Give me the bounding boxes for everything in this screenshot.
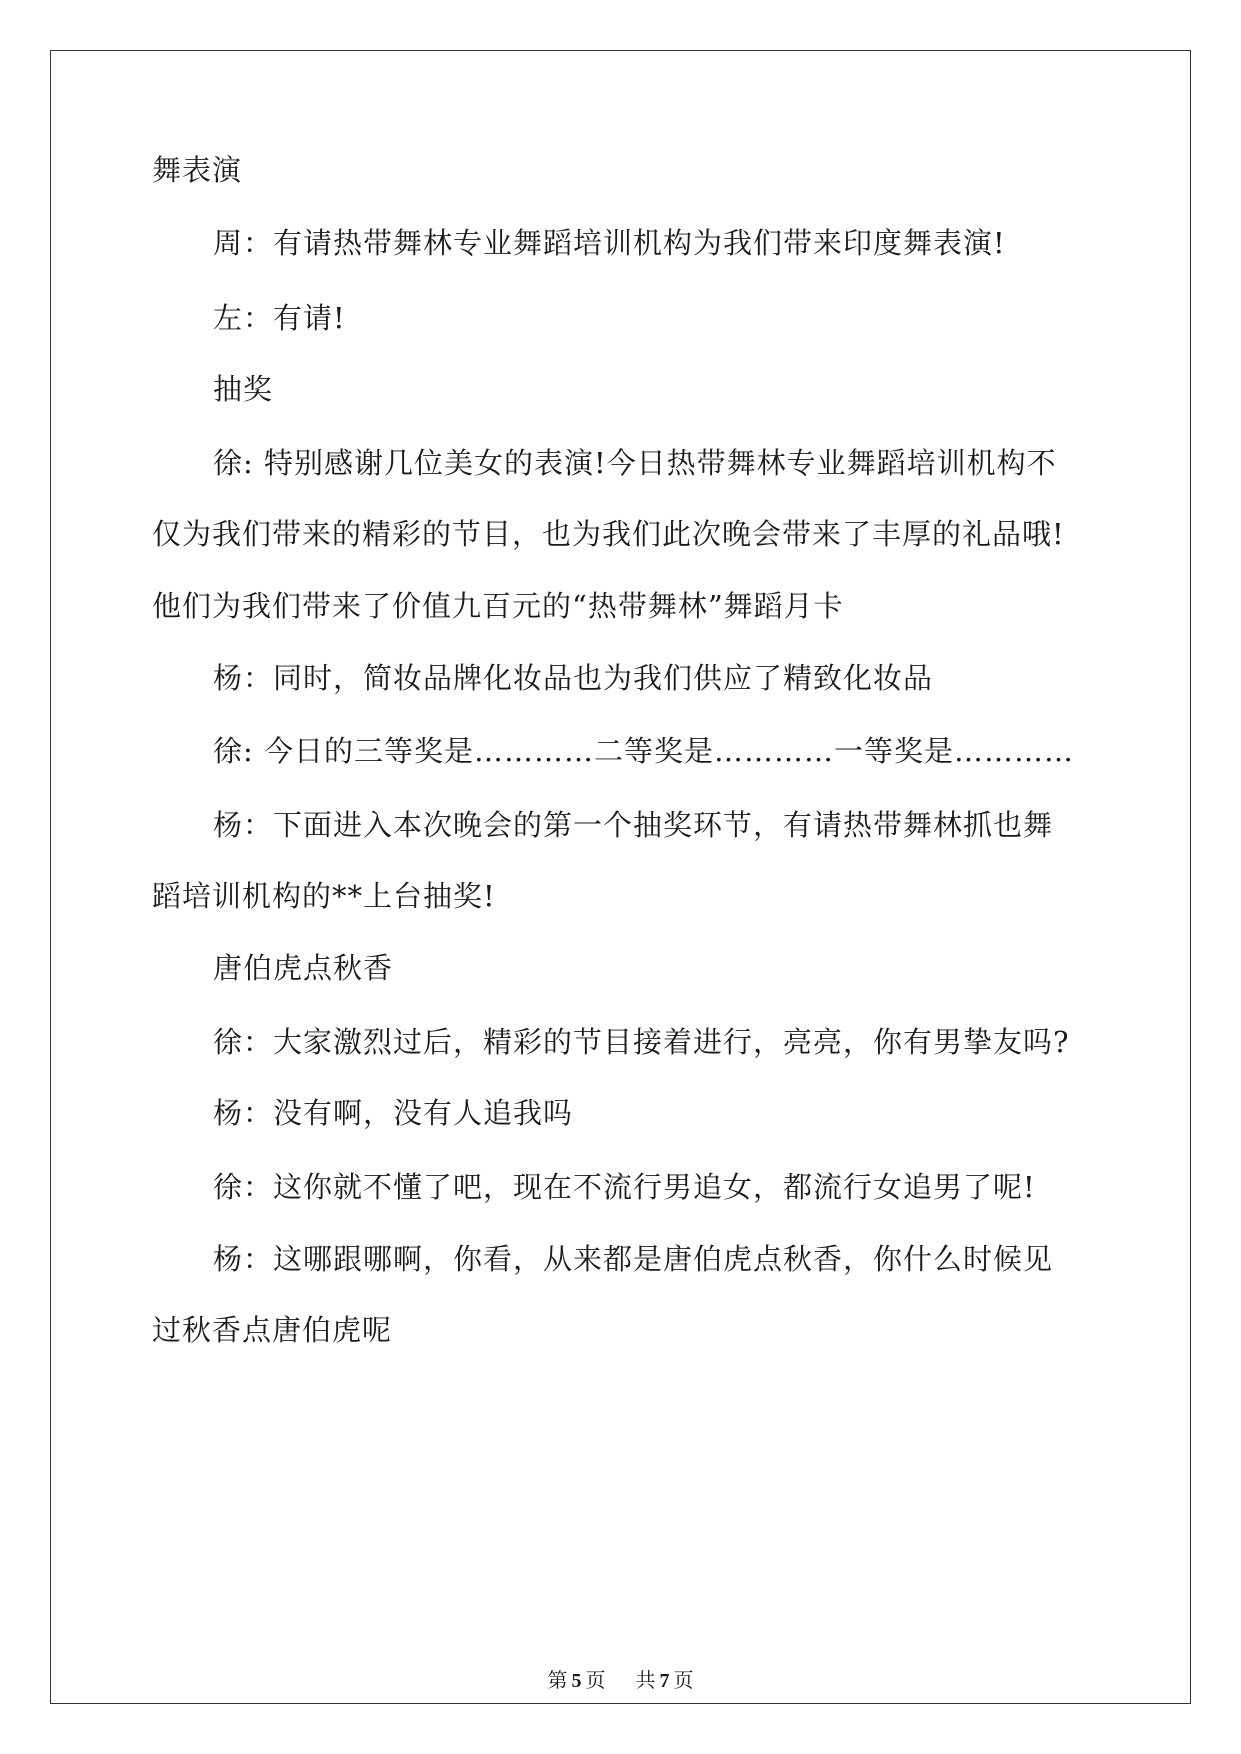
page-prefix: 第 — [547, 1668, 568, 1692]
text-line: 徐：这你就不懂了吧，现在不流行男追女，都流行女追男了呢! — [213, 1170, 1036, 1204]
text-line: 杨：同时，简妆品牌化妆品也为我们供应了精致化妆品 — [213, 661, 934, 695]
text-line: 仅为我们带来的精彩的节目，也为我们此次晚会带来了丰厚的礼品哦! — [152, 517, 1065, 551]
text-line: 舞表演 — [152, 153, 243, 187]
text-line: 过秋香点唐伯虎呢 — [152, 1313, 393, 1347]
text-line: 蹈培训机构的**上台抽奖! — [152, 879, 496, 913]
text-line: 左：有请! — [213, 301, 346, 335]
text-line: 徐：大家激烈过后，精彩的节目接着进行，亮亮，你有男挚友吗? — [213, 1025, 1070, 1059]
page-suffix: 页 — [585, 1668, 606, 1692]
text-line: 杨：这哪跟哪啊，你看，从来都是唐伯虎点秋香，你什么时候见 — [213, 1242, 1054, 1276]
total-prefix: 共 — [635, 1668, 656, 1692]
text-line: 徐: 特别感谢几位美女的表演!今日热带舞林专业舞蹈培训机构不 — [213, 446, 1057, 480]
page-number: 5 — [571, 1670, 582, 1692]
text-line: 他们为我们带来了价值九百元的“热带舞林”舞蹈月卡 — [152, 589, 844, 623]
text-line: 周：有请热带舞林专业舞蹈培训机构为我们带来印度舞表演! — [213, 226, 1006, 260]
text-line: 徐: 今日的三等奖是…………二等奖是…………一等奖是………… — [213, 734, 1074, 768]
text-line: 杨：没有啊，没有人追我吗 — [213, 1096, 574, 1130]
section-heading: 唐伯虎点秋香 — [213, 951, 394, 985]
text-line: 杨：下面进入本次晚会的第一个抽奖环节，有请热带舞林抓也舞 — [213, 808, 1054, 842]
total-suffix: 页 — [673, 1668, 694, 1692]
page-footer — [0, 1667, 1241, 1694]
total-pages: 7 — [659, 1670, 670, 1692]
section-heading: 抽奖 — [213, 372, 274, 406]
